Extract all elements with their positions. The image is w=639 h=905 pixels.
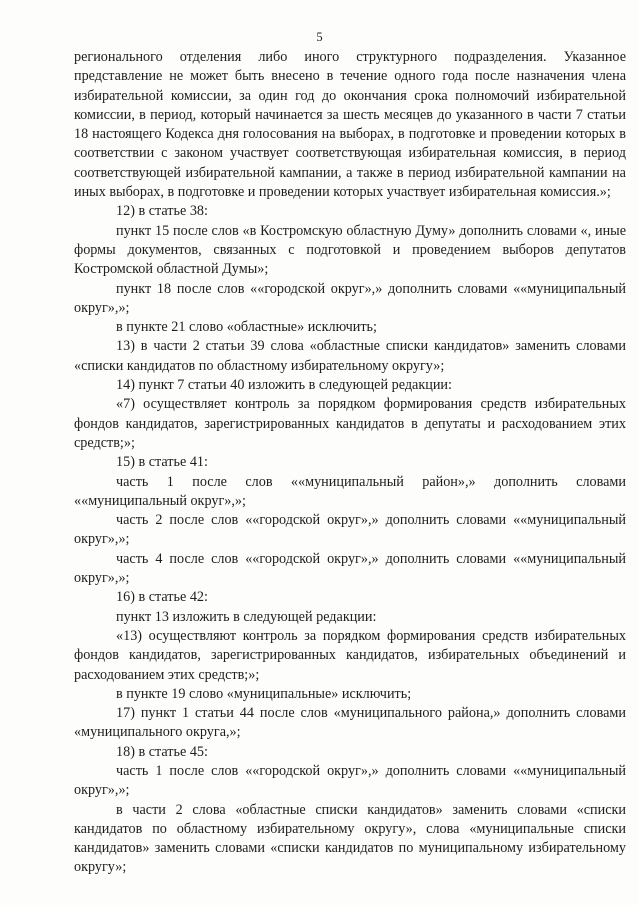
paragraph: в пункте 21 слово «областные» исключить; xyxy=(116,319,377,336)
paragraph: 13) в части 2 статьи 39 слова «областные списки кандидатов» заменить словами «списки кандидатов по областному избирательному округу»; xyxy=(74,338,626,374)
body-text xyxy=(74,48,626,878)
paragraph: «7) осуществляет контроль за порядком формирования средств избирательных фондов кандидатов, зарегистрированных кандидатов в депутаты и расходованием этих средств;»; xyxy=(74,396,626,451)
paragraph: часть 2 после слов ««городской округ»,» дополнить словами ««муниципальный округ»,»; xyxy=(74,512,626,548)
paragraph: пункт 18 после слов ««городской округ»,» дополнить словами ««муниципальный округ»,»; xyxy=(74,280,626,316)
paragraph: «13) осуществляют контроль за порядком формирования средств избирательных фондов кандидатов, зарегистрированных кандидатов, избирательных объединений и расходованием этих средств;»; xyxy=(74,627,626,683)
paragraph: 17) пункт 1 статьи 44 после слов «муниципального района,» дополнить словами «муниципального округа,»; xyxy=(74,705,626,741)
paragraph: 18) в статье 45: xyxy=(116,743,208,760)
paragraph: регионального отделения либо иного структурного подразделения. Указанное представление не может быть внесено в течение одного года после назначения члена избирательной комиссии, за один год до окончания срока полномочий избирательной комиссии, в период, который начинается за шесть месяцев до указанного в части 7 статьи 18 настоящего Кодекса дня голосования на выборах, в подготовке и проведении которых в соответствии с законом участвует соответствующая избирательная комиссия, в период соответствующей избирательной кампании, а также в период избирательной кампании на иных выборах, в подготовке и проведении которых участвует избирательная комиссия.»; xyxy=(74,49,626,201)
paragraph: пункт 15 после слов «в Костромскую областную Думу» дополнить словами «, иные формы документов, связанных с подготовкой и проведением выборов депутатов Костромской областной Думы»; xyxy=(74,222,626,278)
paragraph: часть 1 после слов ««городской округ»,» дополнить словами ««муниципальный округ»,»; xyxy=(74,762,626,799)
paragraph: часть 4 после слов ««городской округ»,» дополнить словами ««муниципальный округ»,»; xyxy=(74,550,626,587)
paragraph: часть 1 после слов ««муниципальный район»,» дополнить словами ««муниципальный округ»,»; xyxy=(74,473,626,509)
paragraph: 14) пункт 7 статьи 40 изложить в следующей редакции: xyxy=(116,377,452,394)
paragraph: 15) в статье 41: xyxy=(116,454,208,471)
paragraph: 12) в статье 38: xyxy=(116,203,208,220)
paragraph: в части 2 слова «областные списки кандидатов» заменить словами «списки кандидатов по областному избирательному округу», слова «муниципальные списки кандидатов» заменить словами «списки кандидатов по муниципальному избирательному округу»; xyxy=(74,801,626,876)
paragraph: в пункте 19 слово «муниципальные» исключить; xyxy=(116,685,412,702)
paragraph: 16) в статье 42: xyxy=(116,589,208,606)
page-number: 5 xyxy=(316,30,323,44)
paragraph: пункт 13 изложить в следующей редакции: xyxy=(116,608,377,625)
